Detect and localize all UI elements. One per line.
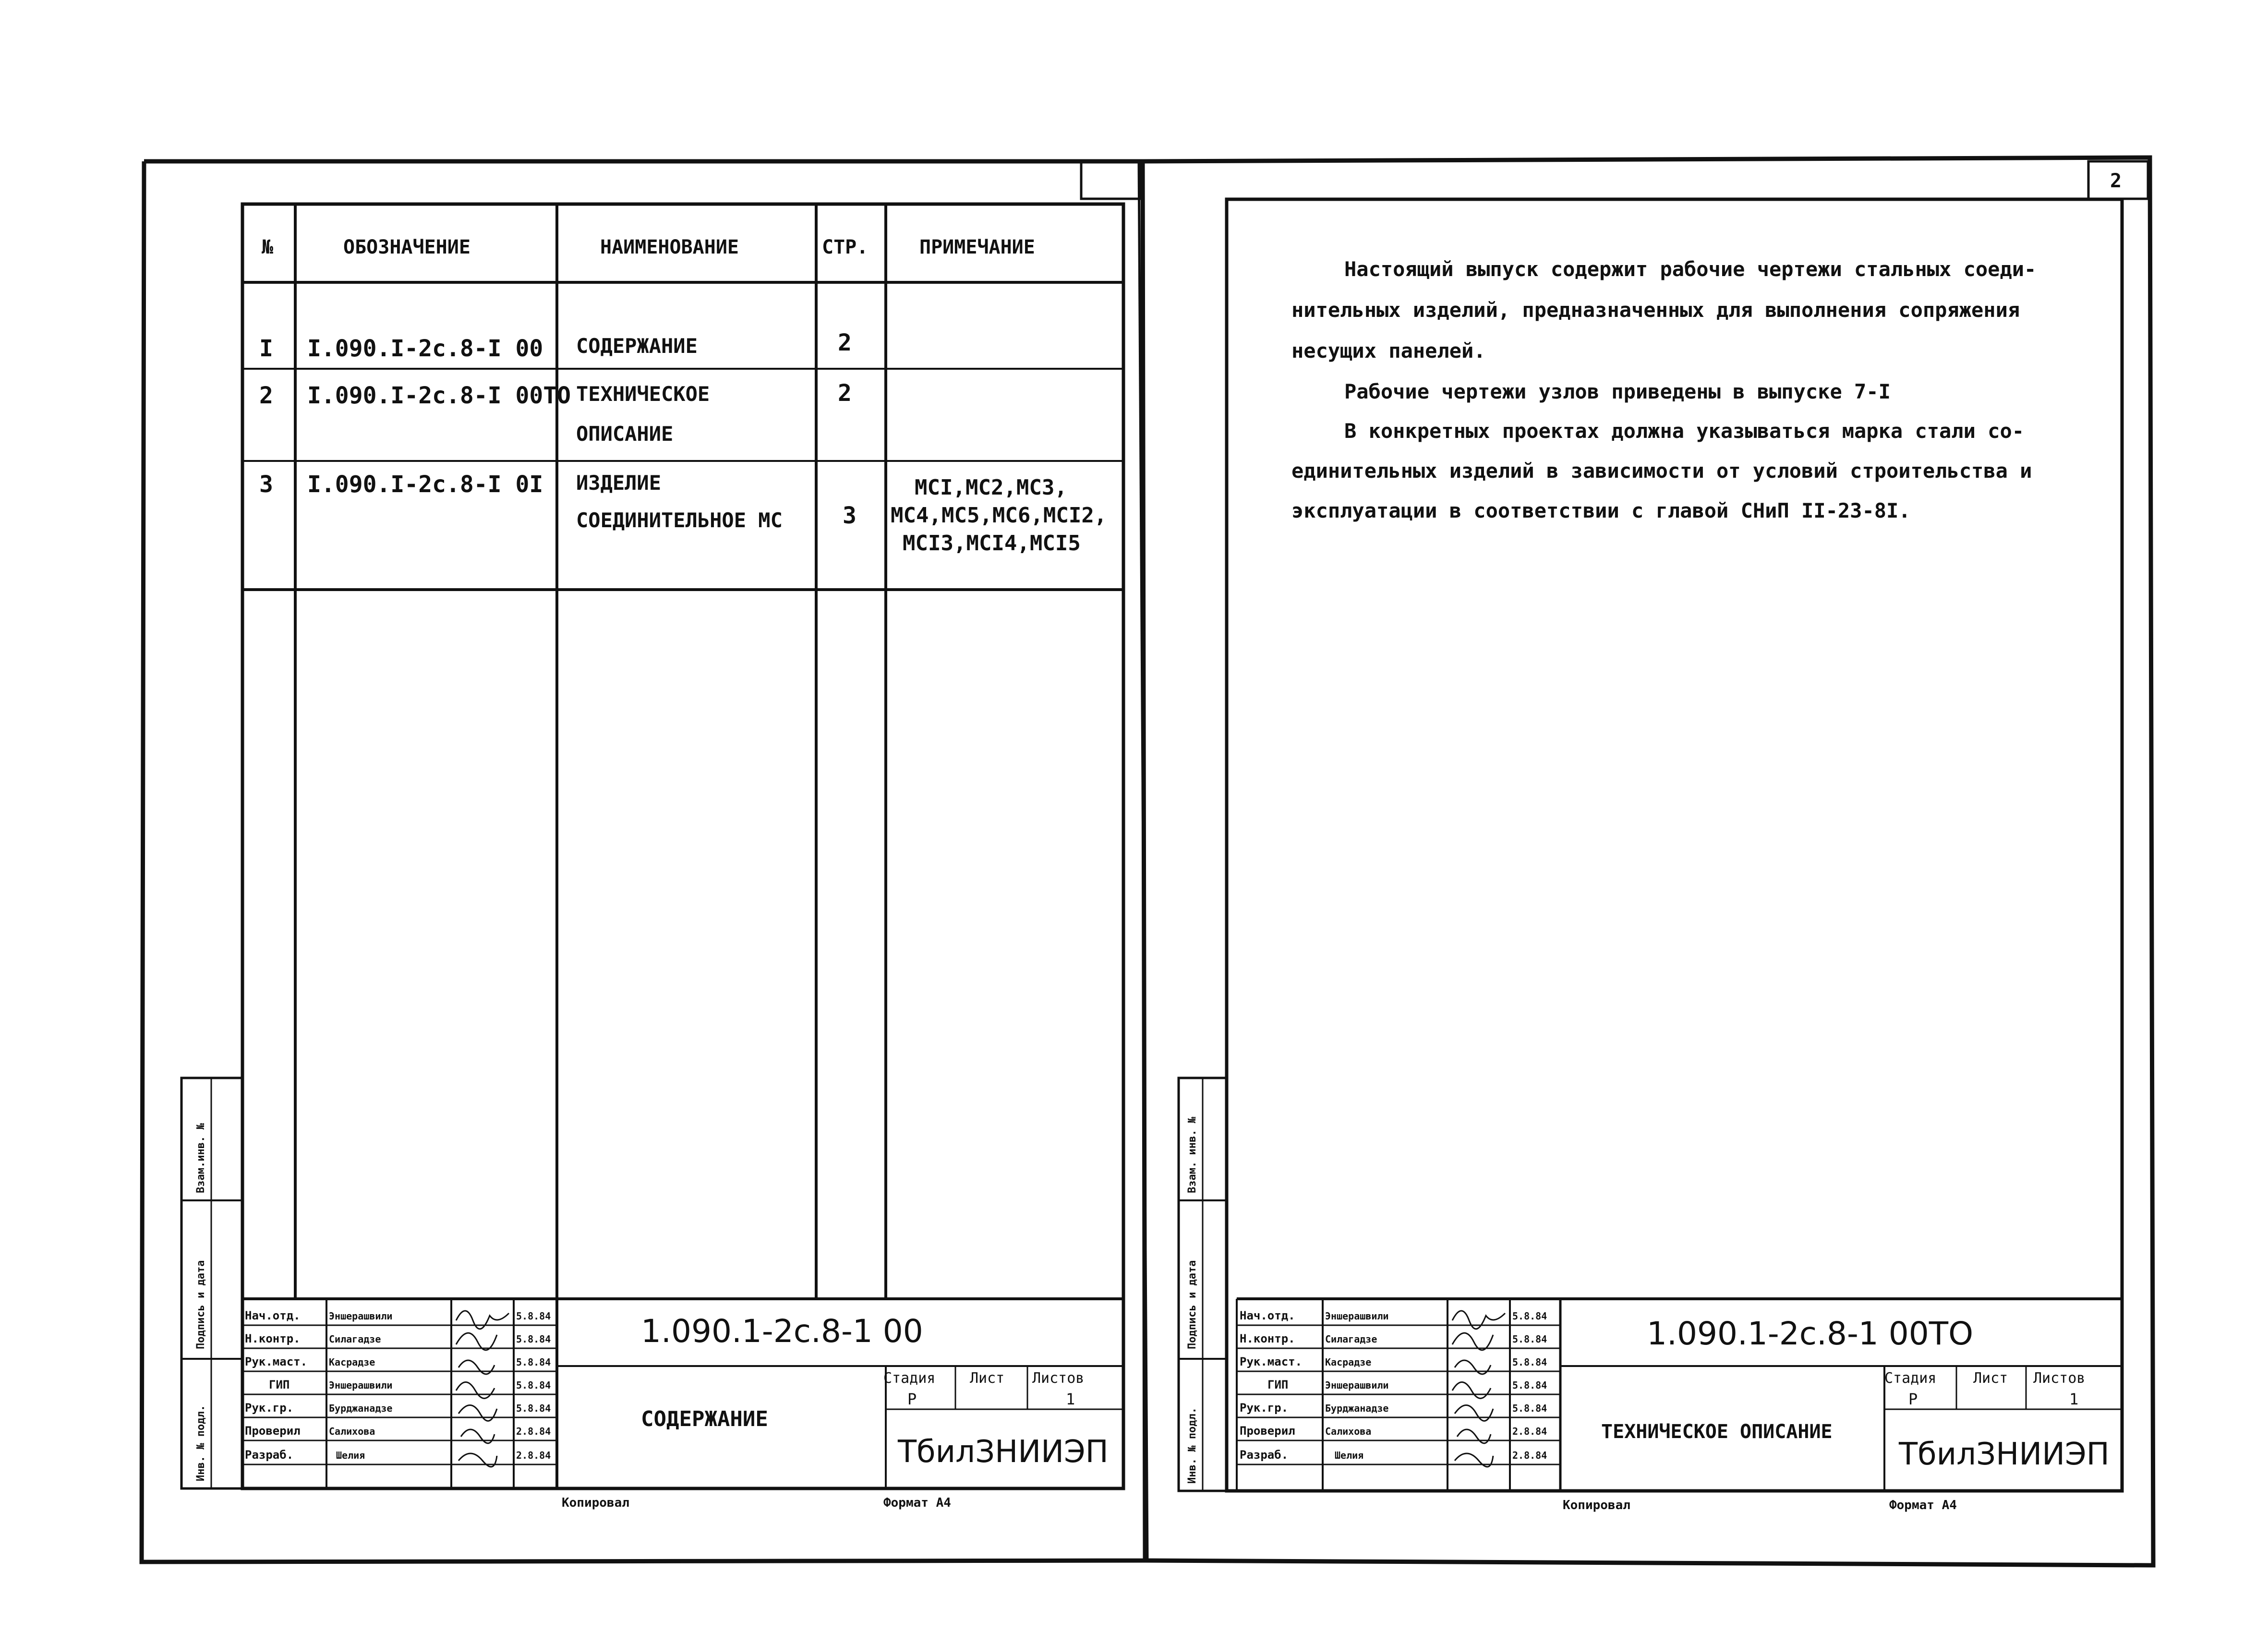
- left-staff-role-5: Проверил: [245, 1424, 301, 1438]
- col-header-page: СТР.: [822, 236, 869, 258]
- right-format: Формат А4: [1889, 1498, 1957, 1512]
- right-staff-role-2: Рук.маст.: [1240, 1355, 1303, 1368]
- left-copied: Копировал: [562, 1496, 629, 1510]
- row-3-page: 3: [843, 502, 857, 529]
- right-side-label-2: Взам. инв. №: [1186, 1117, 1198, 1193]
- row-1-num: I: [259, 335, 273, 362]
- left-staff-name-1: Силагадзе: [329, 1333, 381, 1345]
- row-3-note-line2: МС4,МС5,МС6,МСI2,: [891, 503, 1107, 528]
- left-sheet-label: Лист: [970, 1370, 1005, 1387]
- left-code: 1.090.1-2с.8-1 00: [641, 1313, 923, 1350]
- left-outer-frame: [142, 161, 1145, 1562]
- body-line-4: Рабочие чертежи узлов приведены в выпуске 7-I: [1344, 380, 1891, 403]
- right-staff-role-4: Рук.гр.: [1240, 1401, 1289, 1415]
- left-staff-date-6: 2.8.84: [516, 1450, 551, 1461]
- body-line-7: эксплуатации в соответствии с главой СНиП II-23-8I.: [1291, 499, 1911, 522]
- right-staff-role-1: Н.контр.: [1240, 1332, 1295, 1345]
- row-1-name: СОДЕРЖАНИЕ: [576, 334, 698, 358]
- left-staff-role-4: Рук.гр.: [245, 1401, 294, 1415]
- right-staff-name-1: Силагадзе: [1325, 1333, 1377, 1345]
- row-3-name-line1: ИЗДЕЛИЕ: [576, 471, 662, 495]
- right-org: ТбилЗНИИЭП: [1899, 1437, 2110, 1472]
- left-side-label-0: Инв. № подл.: [195, 1405, 207, 1481]
- left-staff-name-4: Бурджанадзе: [329, 1403, 393, 1414]
- left-staff-date-1: 5.8.84: [516, 1333, 551, 1345]
- right-sheet-label: Лист: [1973, 1370, 2008, 1387]
- row-2-name-line2: ОПИСАНИЕ: [576, 422, 674, 446]
- left-stage-label: Стадия: [883, 1370, 936, 1387]
- right-staff-role-0: Нач.отд.: [1240, 1309, 1295, 1322]
- right-copied: Копировал: [1563, 1498, 1630, 1512]
- right-side-label-1: Подпись и дата: [1186, 1260, 1198, 1349]
- right-staff-role-6: Разраб.: [1240, 1448, 1289, 1462]
- right-staff-name-5: Салихова: [1325, 1426, 1372, 1437]
- body-line-6: единительных изделий в зависимости от условий строительства и: [1291, 459, 2032, 483]
- col-header-name: НАИМЕНОВАНИЕ: [600, 236, 739, 258]
- left-staff-role-1: Н.контр.: [245, 1332, 301, 1345]
- col-header-num: №: [262, 236, 274, 258]
- left-staff-role-2: Рук.маст.: [245, 1355, 308, 1368]
- body-line-2: нительных изделий, предназначенных для выполнения сопряжения: [1291, 298, 2020, 322]
- left-staff-date-5: 2.8.84: [516, 1426, 551, 1437]
- row-1-designation: I.090.I-2c.8-I 00: [307, 335, 543, 362]
- body-line-3: несущих панелей.: [1291, 339, 1486, 363]
- right-sheets: 1: [2069, 1390, 2079, 1408]
- right-staff-role-3: ГИП: [1267, 1378, 1289, 1391]
- right-side-label-0: Инв. № подл.: [1186, 1407, 1198, 1484]
- left-format: Формат А4: [883, 1496, 951, 1510]
- left-staff-role-3: ГИП: [269, 1378, 290, 1391]
- sheet-number: 2: [2110, 170, 2122, 192]
- row-3-num: 3: [259, 471, 273, 498]
- left-sheets-label: Листов: [1032, 1370, 1085, 1387]
- left-corner-box: [1081, 161, 1141, 199]
- right-staff-date-2: 5.8.84: [1512, 1356, 1547, 1368]
- left-staff-date-4: 5.8.84: [516, 1403, 551, 1414]
- col-header-note: ПРИМЕЧАНИЕ: [919, 236, 1035, 258]
- body-line-1: Настоящий выпуск содержит рабочие чертежи стальных соеди-: [1344, 257, 2037, 281]
- left-staff-role-0: Нач.отд.: [245, 1309, 301, 1322]
- left-staff-date-2: 5.8.84: [516, 1356, 551, 1368]
- left-staff-name-3: Эншерашвили: [329, 1379, 393, 1391]
- left-staff-role-6: Разраб.: [245, 1448, 294, 1462]
- left-title: СОДЕРЖАНИЕ: [641, 1407, 768, 1431]
- row-2-name-line1: ТЕХНИЧЕСКОЕ: [576, 382, 710, 406]
- left-staff-name-2: Касрадзе: [329, 1356, 375, 1368]
- right-staff-name-3: Эншерашвили: [1325, 1379, 1389, 1391]
- left-staff-date-0: 5.8.84: [516, 1310, 551, 1322]
- left-staff-name-0: Эншерашвили: [329, 1310, 393, 1322]
- right-staff-name-2: Касрадзе: [1325, 1356, 1372, 1368]
- right-signatures: [1452, 1311, 1505, 1467]
- body-line-5: В конкретных проектах должна указываться марка стали со-: [1344, 419, 2025, 443]
- right-staff-date-6: 2.8.84: [1512, 1450, 1547, 1461]
- right-staff-role-5: Проверил: [1240, 1424, 1295, 1438]
- right-staff-name-4: Бурджанадзе: [1325, 1403, 1389, 1414]
- right-staff-name-0: Эншерашвили: [1325, 1310, 1389, 1322]
- right-staff-date-1: 5.8.84: [1512, 1333, 1547, 1345]
- right-sheets-label: Листов: [2033, 1370, 2086, 1387]
- left-sheets: 1: [1066, 1390, 1075, 1408]
- right-staff-date-5: 2.8.84: [1512, 1426, 1547, 1437]
- left-signatures: [456, 1311, 509, 1467]
- right-staff-date-3: 5.8.84: [1512, 1379, 1547, 1391]
- right-code: 1.090.1-2с.8-1 00ТО: [1647, 1315, 1974, 1352]
- right-staff-date-0: 5.8.84: [1512, 1310, 1547, 1322]
- col-header-designation: ОБОЗНАЧЕНИЕ: [343, 236, 470, 258]
- row-2-num: 2: [259, 382, 273, 409]
- left-staff-date-3: 5.8.84: [516, 1379, 551, 1391]
- row-1-page: 2: [838, 329, 852, 356]
- left-org: ТбилЗНИИЭП: [898, 1434, 1109, 1470]
- left-side-label-2: Взам.инв. №: [195, 1123, 207, 1193]
- right-stage: Р: [1908, 1390, 1918, 1408]
- left-side-label-1: Подпись и дата: [195, 1260, 207, 1349]
- left-stage: Р: [907, 1390, 917, 1408]
- row-2-designation: I.090.I-2c.8-I 00ТО: [307, 382, 571, 409]
- right-staff-name-6: Шелия: [1335, 1450, 1364, 1461]
- row-2-page: 2: [838, 380, 852, 407]
- right-title: ТЕХНИЧЕСКОЕ ОПИСАНИЕ: [1601, 1421, 1833, 1443]
- row-3-note-line3: МСI3,МСI4,МСI5: [903, 531, 1081, 556]
- row-3-note-line1: МСI,МС2,МС3,: [915, 475, 1067, 500]
- row-3-name-line2: СОЕДИНИТЕЛЬНОЕ МС: [576, 508, 783, 532]
- left-staff-name-6: Шелия: [336, 1450, 365, 1461]
- right-outer-frame: [1143, 157, 2153, 1565]
- right-stage-label: Стадия: [1884, 1370, 1937, 1387]
- row-3-designation: I.090.I-2c.8-I 0I: [307, 471, 543, 498]
- left-staff-name-5: Салихова: [329, 1426, 375, 1437]
- right-staff-date-4: 5.8.84: [1512, 1403, 1547, 1414]
